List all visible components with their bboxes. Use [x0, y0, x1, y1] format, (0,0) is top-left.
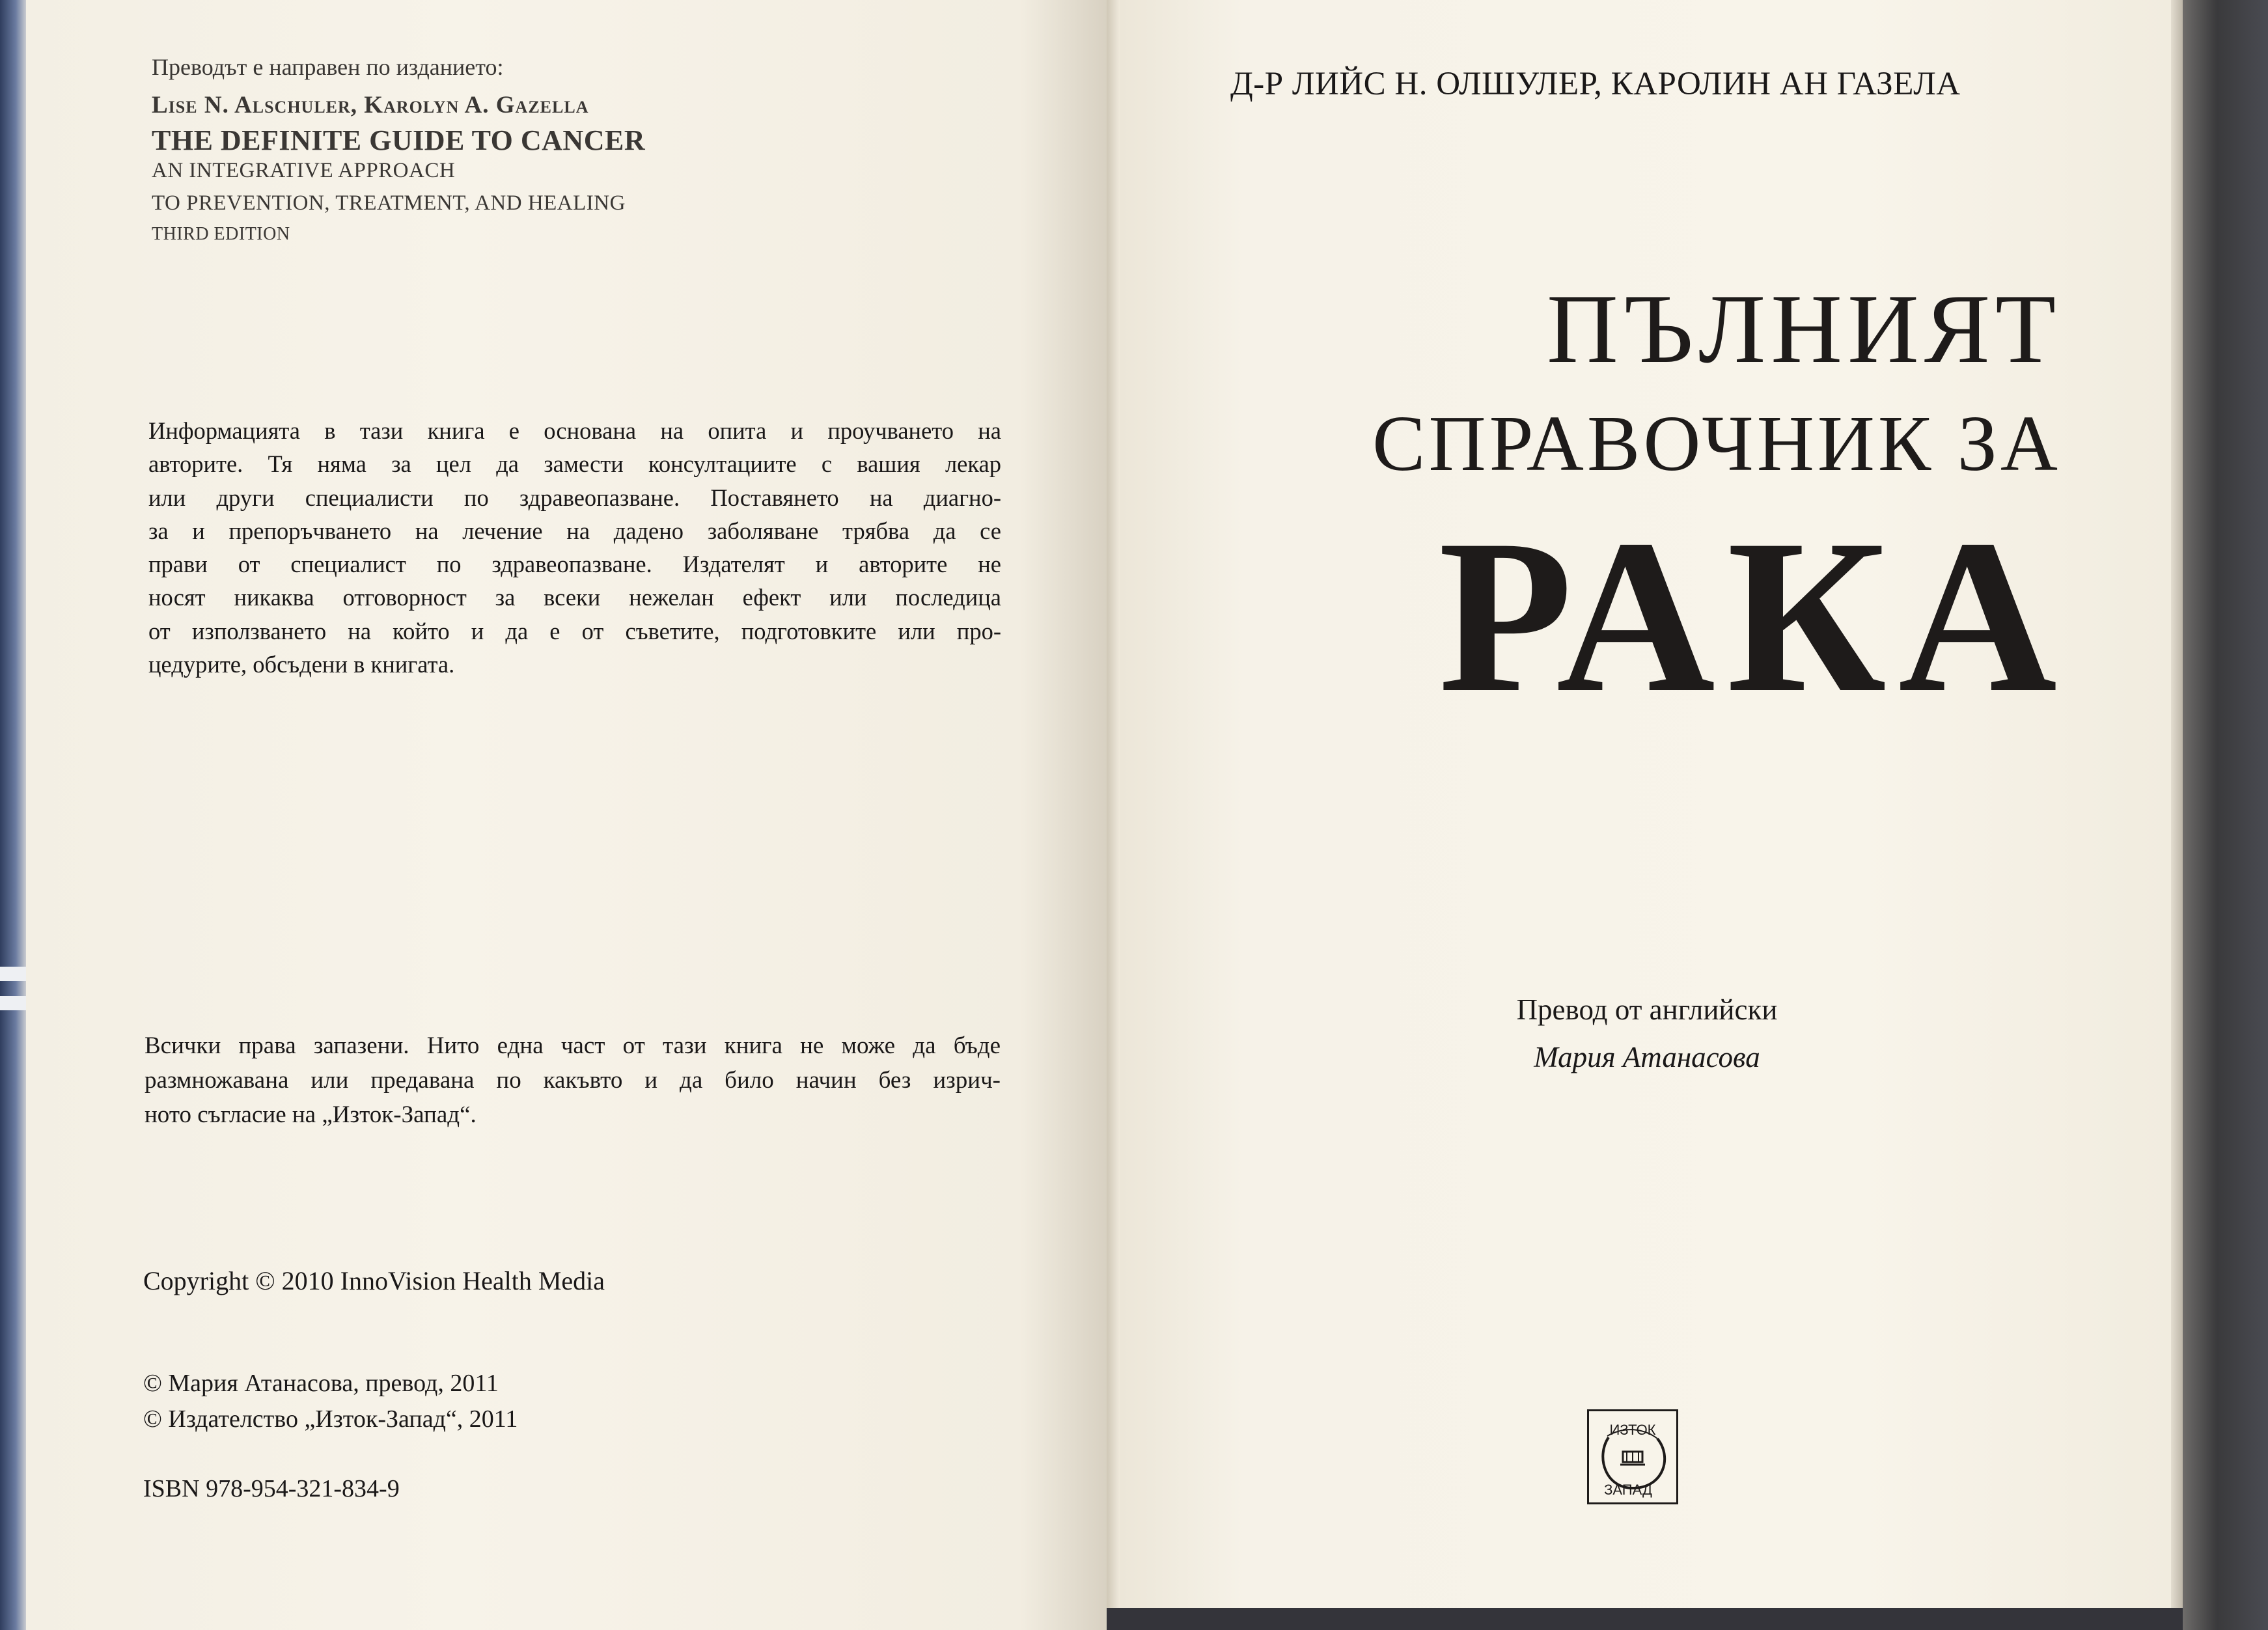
translated-from-label: Превод от английски [1516, 993, 1778, 1026]
disclaimer-line: авторите. Тя няма за цел да замести консултациите с вашия лекар [148, 450, 1001, 478]
publisher-logo-icon [1587, 1409, 1678, 1504]
logo-top-text: ИЗТОК [1609, 1422, 1656, 1438]
disclaimer-line: цедурите, обсъдени в книгата. [148, 651, 455, 678]
rights-line: ното съгласие на „Изток-Запад“. [145, 1101, 477, 1128]
right-page [1120, 0, 2171, 1608]
book-authors: Д-Р ЛИЙС Н. ОЛШУЛЕР, КАРОЛИН АН ГАЗЕЛА [1230, 66, 1961, 102]
rights-line: размножавана или предавана по какъвто и да било начин без изрич- [145, 1067, 1001, 1094]
disclaimer-line: от използването на който и да е от съветите, подготовките или про- [148, 617, 1001, 644]
isbn-number: ISBN 978-954-321-834-9 [143, 1475, 400, 1502]
translation-copyright: © Мария Атанасова, превод, 2011 [143, 1370, 499, 1397]
publisher-copyright: © Издателство „Изток-Запад“, 2011 [143, 1405, 518, 1433]
book-cover-left [0, 0, 26, 1630]
logo-bottom-text: ЗАПАД [1604, 1482, 1652, 1498]
cover-stripe [0, 967, 26, 981]
original-subtitle-line-2: TO PREVENTION, TREATMENT, AND HEALING [152, 191, 626, 215]
book-cover-right [2183, 0, 2268, 1630]
disclaimer-line: носят никаква отговорност за всеки нежелан ефект или последица [148, 584, 1001, 611]
book-title-line-3: РАКА [1438, 495, 2069, 738]
page-edge [2171, 0, 2183, 1608]
original-title: THE DEFINITE GUIDE TO CANCER [152, 124, 646, 156]
publisher-logo-graphic [1589, 1411, 1676, 1502]
cover-stripe [0, 996, 26, 1010]
copyright-notice: Copyright © 2010 InnoVision Health Media [143, 1266, 605, 1295]
original-subtitle-line-1: AN INTEGRATIVE APPROACH [152, 159, 456, 182]
disclaimer-paragraph [148, 414, 1001, 681]
book-gutter [1107, 0, 1120, 1630]
disclaimer-line: или други специалисти по здравеопазване. Поставянето на диагно- [148, 484, 1001, 511]
original-edition-number: THIRD EDITION [152, 224, 290, 244]
disclaimer-line: прави от специалист по здравеопазване. Издателят и авторите не [148, 551, 1001, 578]
original-edition-intro: Преводът е направен по изданието: [152, 54, 504, 80]
rights-line: Всички права запазени. Нито една част от тази книга не може да бъде [145, 1032, 1001, 1059]
rights-paragraph [145, 1029, 1001, 1132]
disclaimer-line: за и препоръчването на лечение на дадено заболяване трябва да се [148, 517, 1001, 544]
book-title-line-1: ПЪЛНИЯТ [1547, 274, 2061, 383]
book-title-line-2: СПРАВОЧНИК ЗА [1372, 400, 2061, 488]
original-authors: Lise N. Alschuler, Karolyn A. Gazella [152, 92, 589, 118]
disclaimer-line: Информацията в тази книга е основана на опита и проучването на [148, 417, 1001, 444]
bottom-shadow [1107, 1608, 2183, 1630]
translator-name: Мария Атанасова [1534, 1041, 1760, 1073]
